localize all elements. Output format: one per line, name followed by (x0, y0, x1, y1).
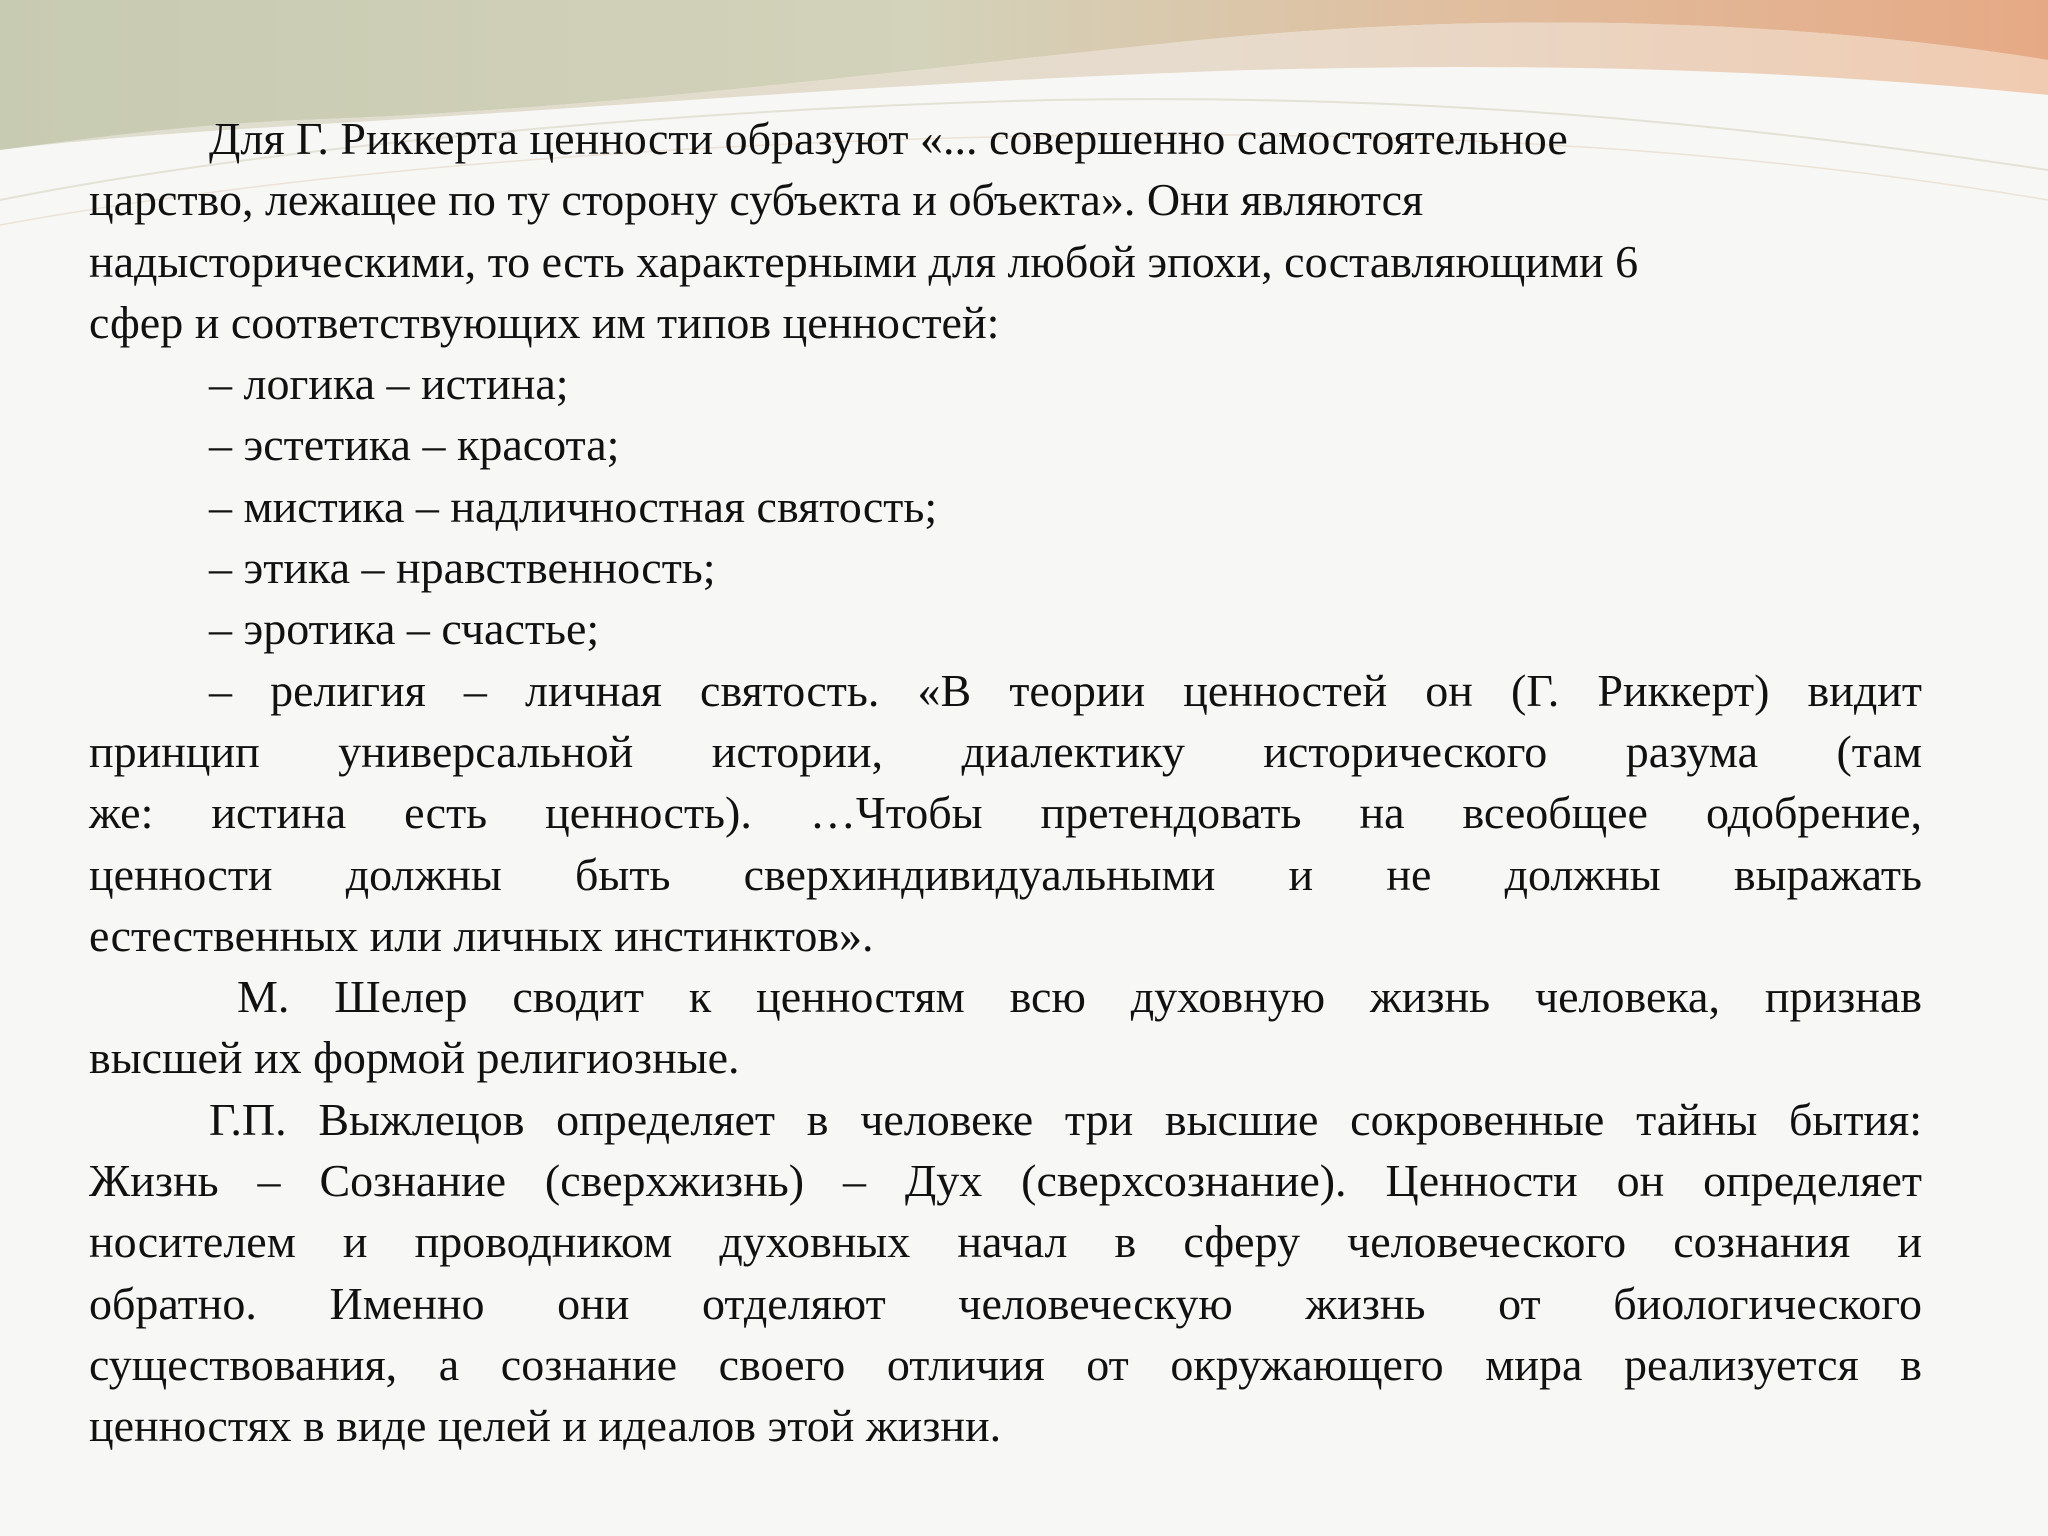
text-line: Для Г. Риккерта ценности образуют «... совершенно самостоятельное (209, 113, 1568, 164)
body-text (89, 108, 1922, 1457)
list-item: – религия – личная святость. «В теории ценностей он (Г. Риккерт) видит (209, 664, 1922, 716)
list-item: – эстетика – красота; (209, 419, 620, 471)
text-line: естественных или личных инстинктов». (89, 909, 874, 961)
text-line: носителем и проводником духовных начал в сферу человеческого сознания и (89, 1216, 1922, 1268)
text-line: принцип универсальной истории, диалектику исторического разума (там (89, 725, 1922, 777)
list-item: – этика – нравственность; (209, 542, 716, 594)
text-line: Жизнь – Сознание (сверхжизнь) – Дух (сверхсознание). Ценности он определяет (89, 1155, 1922, 1207)
text-line: М. Шелер сводит к ценностям всю духовную жизнь человека, признав (237, 971, 1922, 1023)
text-line: надысторическими, то есть характерными для любой эпохи, составляющими 6 (89, 235, 1639, 287)
text-line: же: истина есть ценность). …Чтобы претендовать на всеобщее одобрение, (89, 787, 1922, 839)
text-line: ценности должны быть сверхиндивидуальными и не должны выражать (89, 848, 1922, 900)
text-line: сфер и соответствующих им типов ценностей: (89, 296, 1000, 348)
text-line: ценностях в виде целей и идеалов этой жизни. (89, 1400, 1002, 1452)
text-line: царство, лежащее по ту сторону субъекта и объекта». Они являются (89, 174, 1424, 226)
text-line: высшей их формой религиозные. (89, 1032, 740, 1084)
text-line: существования, а сознание своего отличия от окружающего мира реализуется в (89, 1338, 1922, 1390)
list-item: – логика – истина; (209, 358, 569, 410)
text-line: Г.П. Выжлецов определяет в человеке три высшие сокровенные тайны бытия: (209, 1093, 1922, 1145)
text-line: обратно. Именно они отделяют человеческую жизнь от биологического (89, 1277, 1922, 1329)
list-item: – эротика – счастье; (209, 603, 600, 655)
list-item: – мистика – надличностная святость; (209, 480, 938, 532)
